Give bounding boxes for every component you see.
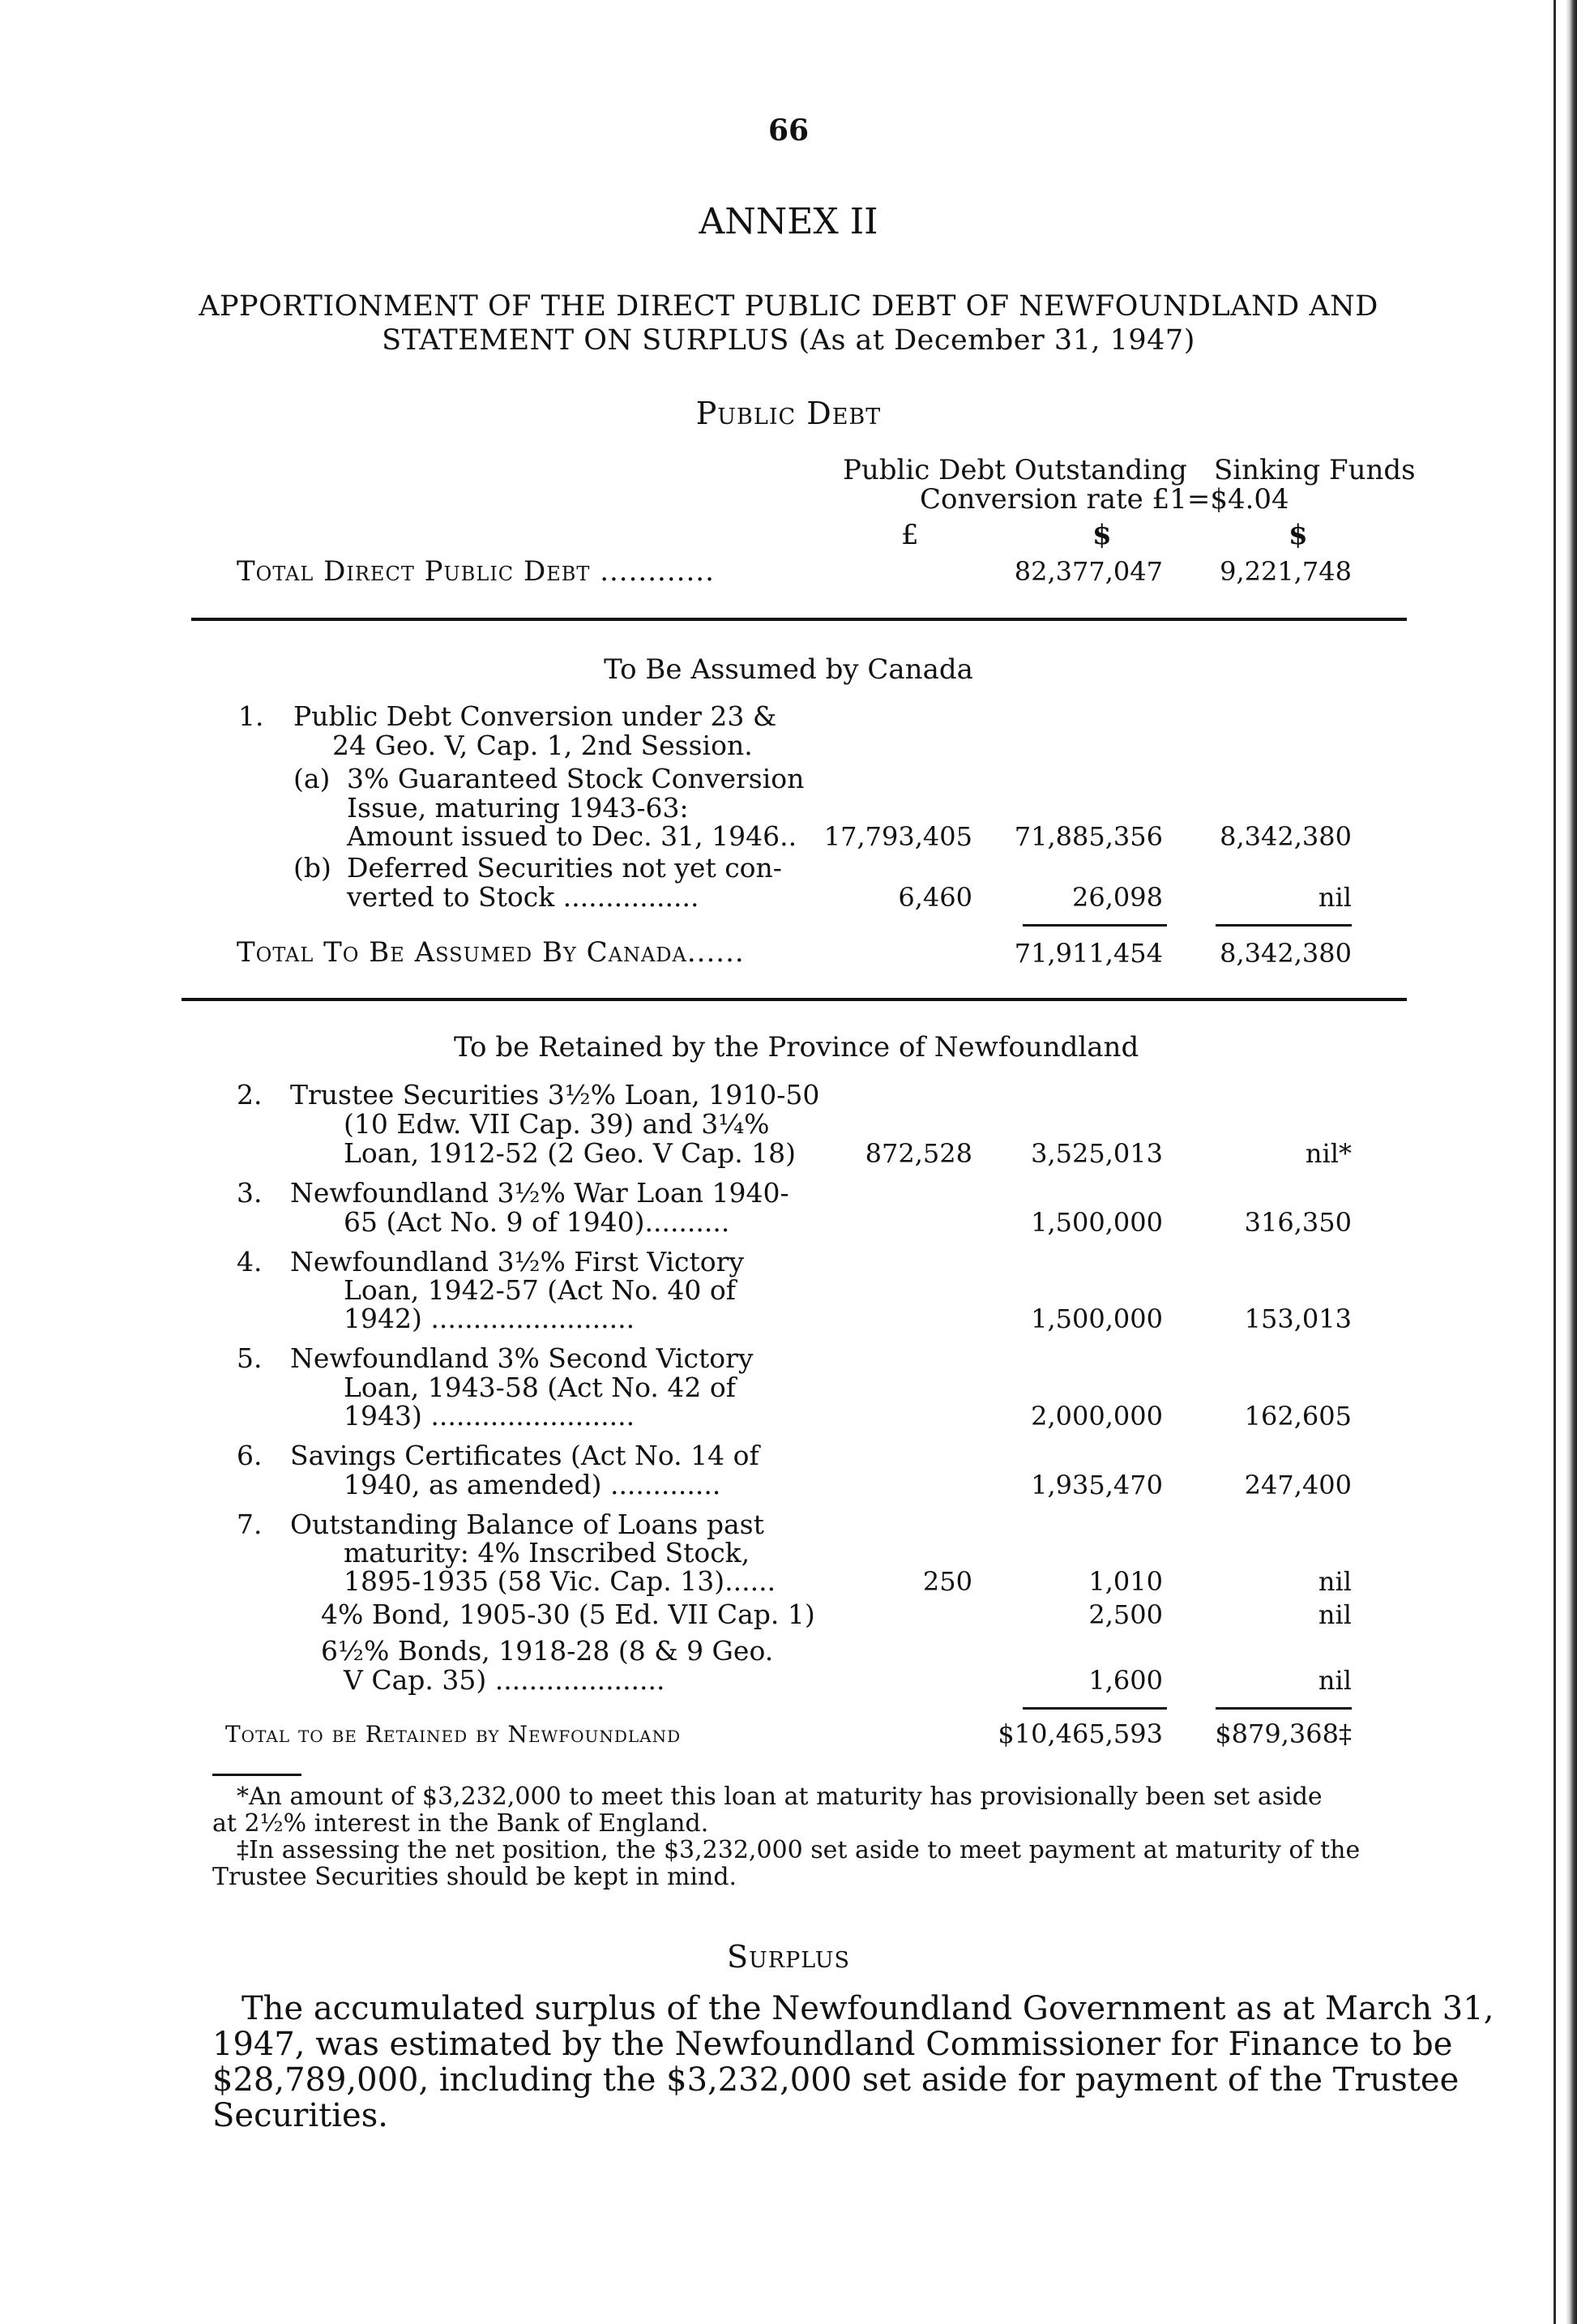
canada-heading: To Be Assumed by Canada bbox=[604, 653, 973, 686]
item3-number: 3. bbox=[237, 1177, 263, 1209]
province-total-underline-sinking bbox=[1216, 1707, 1352, 1710]
item6-sinking: 247,400 bbox=[1244, 1470, 1352, 1500]
section-rule-2 bbox=[182, 998, 1407, 1001]
item1-number: 1. bbox=[238, 700, 264, 732]
canada-total-sinking: 8,342,380 bbox=[1220, 938, 1352, 969]
surplus-heading: Surplus bbox=[727, 1939, 850, 1975]
item1b-dollars: 26,098 bbox=[1072, 882, 1163, 913]
item7-sinking: nil bbox=[1318, 1566, 1352, 1597]
item1a-line1: 3% Guaranteed Stock Conversion bbox=[347, 763, 805, 794]
item1-line1: Public Debt Conversion under 23 & bbox=[293, 700, 777, 732]
province-total-underline-dollars bbox=[1023, 1707, 1167, 1710]
item2-dollars: 3,525,013 bbox=[1031, 1138, 1163, 1169]
page-number: 66 bbox=[767, 113, 810, 148]
footnote-rule bbox=[212, 1774, 301, 1776]
item3-sinking: 316,350 bbox=[1244, 1207, 1352, 1238]
item4-line2: Loan, 1942-57 (Act No. 40 of bbox=[344, 1274, 736, 1306]
canada-total-dollars: 71,911,454 bbox=[1014, 938, 1163, 969]
item5-dollars: 2,000,000 bbox=[1031, 1401, 1163, 1432]
bonds-1918-line2: V Cap. 35) .................... bbox=[344, 1664, 665, 1696]
item2-sinking: nil* bbox=[1305, 1138, 1352, 1169]
item2-line1: Trustee Securities 3½% Loan, 1910-50 bbox=[290, 1079, 820, 1111]
item6-dollars: 1,935,470 bbox=[1031, 1470, 1163, 1500]
province-heading: To be Retained by the Province of Newfoundland bbox=[454, 1031, 1139, 1064]
item1b-line1: Deferred Securities not yet con- bbox=[347, 852, 782, 884]
province-total-label: Total to be Retained by Newfoundland bbox=[225, 1721, 682, 1748]
bond-1905-dollars: 2,500 bbox=[1088, 1599, 1163, 1630]
footnote-star-line2: at 2½% interest in the Bank of England. bbox=[212, 1809, 709, 1838]
item5-number: 5. bbox=[237, 1342, 263, 1374]
item1-line2: 24 Geo. V, Cap. 1, 2nd Session. bbox=[332, 730, 753, 761]
document-title-line2: STATEMENT ON SURPLUS (As at December 31, 1947) bbox=[382, 324, 1195, 357]
item3-dollars: 1,500,000 bbox=[1031, 1207, 1163, 1238]
item2-pounds: 872,528 bbox=[865, 1138, 972, 1169]
item7-pounds: 250 bbox=[922, 1566, 972, 1597]
item7-line1: Outstanding Balance of Loans past bbox=[290, 1509, 764, 1540]
item4-dollars: 1,500,000 bbox=[1031, 1303, 1163, 1334]
item5-sinking: 162,605 bbox=[1244, 1401, 1352, 1432]
bonds-1918-dollars: 1,600 bbox=[1088, 1665, 1163, 1696]
item5-line1: Newfoundland 3% Second Victory bbox=[290, 1342, 754, 1374]
item6-line2: 1940, as amended) ............. bbox=[344, 1469, 721, 1500]
total-direct-label: Total Direct Public Debt ............ bbox=[237, 555, 715, 588]
item1b-pounds: 6,460 bbox=[898, 882, 972, 913]
total-direct-sinking: 9,221,748 bbox=[1220, 556, 1352, 587]
item1b-mark: (b) bbox=[293, 852, 331, 884]
item7-dollars: 1,010 bbox=[1088, 1566, 1163, 1597]
document-title-line1: APPORTIONMENT OF THE DIRECT PUBLIC DEBT OF NEWFOUNDLAND AND bbox=[199, 290, 1378, 323]
section-rule-1 bbox=[191, 618, 1407, 621]
item7-number: 7. bbox=[237, 1509, 263, 1540]
item1b-sinking: nil bbox=[1318, 882, 1352, 913]
item6-number: 6. bbox=[237, 1440, 263, 1471]
total-direct-dollars: 82,377,047 bbox=[1014, 556, 1163, 587]
province-total-sinking: $879,368‡ bbox=[1215, 1718, 1352, 1749]
item4-number: 4. bbox=[237, 1246, 263, 1278]
footnote-dagger-line2: Trustee Securities should be kept in mind. bbox=[212, 1863, 737, 1891]
item5-line2: Loan, 1943-58 (Act No. 42 of bbox=[344, 1372, 736, 1403]
public-debt-heading: Public Debt bbox=[695, 396, 882, 431]
canada-total-label: Total To Be Assumed By Canada...... bbox=[237, 936, 745, 969]
item2-number: 2. bbox=[237, 1079, 263, 1111]
item1a-sinking: 8,342,380 bbox=[1220, 821, 1352, 852]
item2-line3: Loan, 1912-52 (2 Geo. V Cap. 18) bbox=[344, 1137, 797, 1169]
bonds-1918-sinking: nil bbox=[1318, 1665, 1352, 1696]
item4-line1: Newfoundland 3½% First Victory bbox=[290, 1246, 745, 1278]
province-total-dollars: $10,465,593 bbox=[998, 1718, 1163, 1749]
item1a-line3: Amount issued to Dec. 31, 1946.. bbox=[347, 820, 797, 852]
col-header-sinking-funds: Sinking Funds bbox=[1214, 454, 1416, 486]
item7-line2: maturity: 4% Inscribed Stock, bbox=[344, 1537, 750, 1569]
col-unit-pound: £ bbox=[901, 519, 919, 551]
surplus-line2: 1947, was estimated by the Newfoundland Commissioner for Finance to be bbox=[212, 2026, 1453, 2063]
item6-line1: Savings Certificates (Act No. 14 of bbox=[290, 1440, 759, 1471]
item4-line3: 1942) ........................ bbox=[344, 1303, 635, 1334]
canada-total-underline-dollars bbox=[1023, 924, 1167, 927]
col-header-outstanding: Public Debt Outstanding bbox=[843, 454, 1187, 486]
col-unit-dollar-sinking: $ bbox=[1289, 519, 1308, 551]
item1b-line2: verted to Stock ................ bbox=[347, 881, 699, 913]
item7-line3: 1895-1935 (58 Vic. Cap. 13)...... bbox=[344, 1565, 776, 1597]
item1a-pounds: 17,793,405 bbox=[823, 821, 972, 852]
item2-line2: (10 Edw. VII Cap. 39) and 3¼% bbox=[344, 1108, 770, 1140]
bond-1905-line1: 4% Bond, 1905-30 (5 Ed. VII Cap. 1) bbox=[321, 1599, 815, 1630]
item3-line1: Newfoundland 3½% War Loan 1940- bbox=[290, 1177, 789, 1209]
surplus-line3: $28,789,000, including the $3,232,000 set aside for payment of the Trustee bbox=[212, 2061, 1459, 2099]
bond-1905-sinking: nil bbox=[1318, 1599, 1352, 1630]
surplus-line4: Securities. bbox=[212, 2097, 388, 2134]
footnote-dagger-line1: ‡In assessing the net position, the $3,232,000 set aside to meet payment at maturity of the bbox=[237, 1836, 1361, 1864]
item1a-mark: (a) bbox=[293, 763, 331, 794]
item4-sinking: 153,013 bbox=[1244, 1303, 1352, 1334]
bonds-1918-line1: 6½% Bonds, 1918-28 (8 & 9 Geo. bbox=[321, 1635, 774, 1667]
item3-line2: 65 (Act No. 9 of 1940).......... bbox=[344, 1206, 730, 1238]
item1a-line2: Issue, maturing 1943-63: bbox=[347, 792, 689, 824]
col-unit-dollar: $ bbox=[1092, 519, 1112, 551]
col-header-conversion-rate: Conversion rate £1=$4.04 bbox=[920, 483, 1289, 516]
annex-title: ANNEX II bbox=[699, 201, 878, 242]
item5-line3: 1943) ........................ bbox=[344, 1400, 635, 1432]
surplus-line1: The accumulated surplus of the Newfoundland Government as at March 31, bbox=[241, 1990, 1494, 2027]
footnote-star-line1: *An amount of $3,232,000 to meet this loan at maturity has provisionally been set aside bbox=[237, 1783, 1323, 1811]
canada-total-underline-sinking bbox=[1216, 924, 1352, 927]
item1a-dollars: 71,885,356 bbox=[1014, 821, 1163, 852]
